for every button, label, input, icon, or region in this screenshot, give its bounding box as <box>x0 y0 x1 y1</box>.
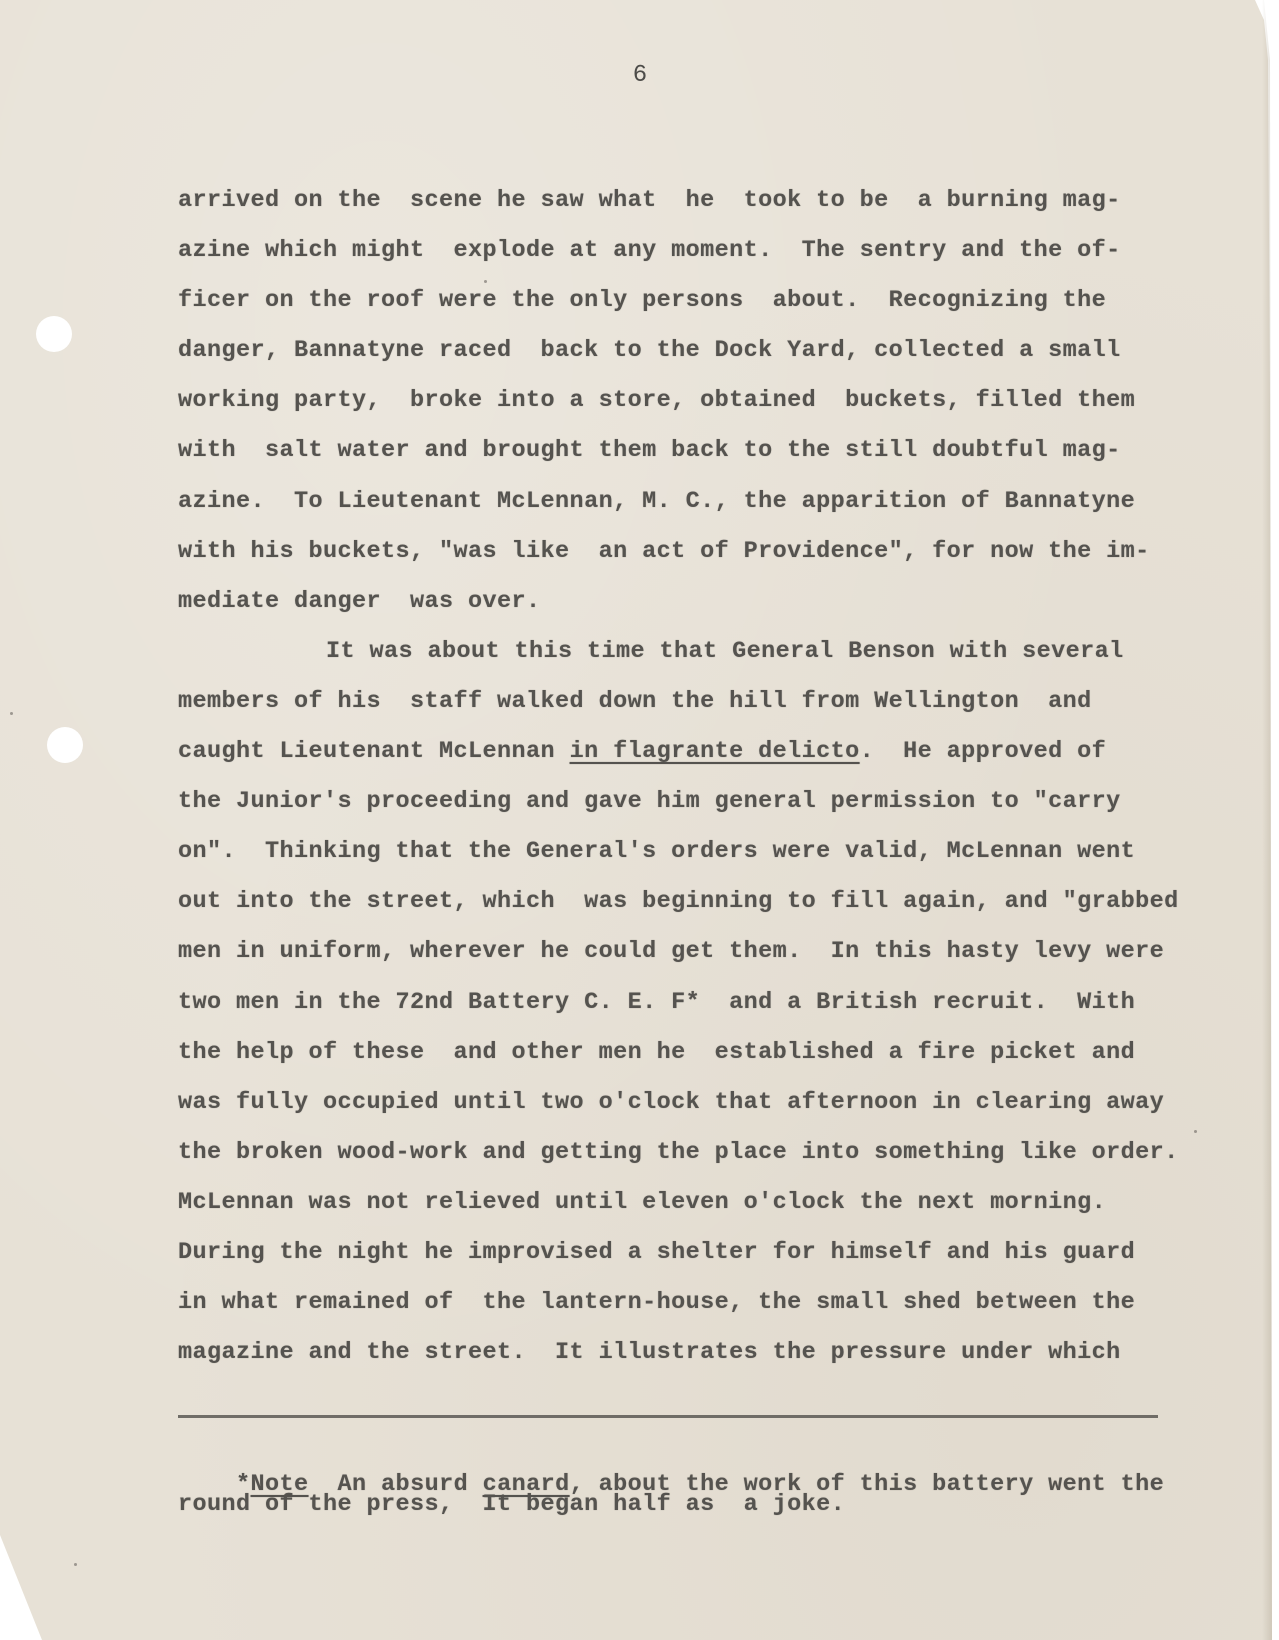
underlined-phrase: in flagrante delicto <box>569 738 860 766</box>
text-line: arrived on the scene he saw what he took to be a burning mag- <box>178 187 1121 214</box>
text-line: on". Thinking that the General's orders were valid, McLennan went <box>178 838 1136 866</box>
text-line: with salt water and brought them back to the still doubtful mag- <box>178 437 1121 465</box>
text-line: ficer on the roof were the only persons about. Recognizing the <box>178 287 1107 315</box>
footnote-label: Note <box>250 1471 309 1498</box>
text-line: men in uniform, wherever he could get them. In this hasty levy were <box>178 938 1165 966</box>
text-line <box>178 737 1188 787</box>
footnote-text: , about the work of this battery went the <box>569 1471 1165 1498</box>
footnote-emphasis: canard <box>482 1471 570 1498</box>
paper-speck <box>74 1563 77 1566</box>
text-line: McLennan was not relieved until eleven o'clock the next morning. <box>178 1188 1107 1216</box>
text-line: two men in the 72nd Battery C. E. F* and a British recruit. With <box>178 988 1136 1016</box>
footnote-line: round of the press, It began half as a joke. <box>178 1491 846 1519</box>
punch-hole <box>47 727 83 763</box>
text-line: azine. To Lieutenant McLennan, M. C., the apparition of Bannatyne <box>178 487 1136 515</box>
footnote-text: An absurd <box>308 1471 483 1498</box>
footnote-marker: * <box>236 1471 251 1498</box>
paper-speck <box>484 280 487 283</box>
text-line: in what remained of the lantern-house, the small shed between the <box>178 1289 1136 1317</box>
punch-hole <box>36 316 72 352</box>
text-line: During the night he improvised a shelter for himself and his guard <box>178 1238 1136 1266</box>
paper-speck <box>10 712 13 715</box>
page-number: 6 <box>632 62 648 89</box>
page-edge-shadow <box>1262 0 1272 1640</box>
text-line: members of his staff walked down the hill from Wellington and <box>178 687 1092 715</box>
text-line: was fully occupied until two o'clock that afternoon in clearing away <box>178 1088 1165 1116</box>
text-line: azine which might explode at any moment. The sentry and the of- <box>178 237 1121 265</box>
text-line: working party, broke into a store, obtained buckets, filled them <box>178 387 1136 415</box>
text-line: danger, Bannatyne raced back to the Dock Yard, collected a small <box>178 337 1121 365</box>
text-line: the help of these and other men he established a fire picket and <box>178 1038 1136 1066</box>
text-line: the broken wood-work and getting the place into something like order. <box>178 1138 1179 1166</box>
body-text <box>178 186 1188 1388</box>
text-segment: caught Lieutenant McLennan <box>178 738 570 766</box>
text-line: with his buckets, "was like an act of Providence", for now the im- <box>178 537 1150 565</box>
footnote <box>178 1440 1188 1540</box>
text-line: out into the street, which was beginning to fill again, and "grabbed <box>178 888 1179 916</box>
text-line: magazine and the street. It illustrates the pressure under which <box>178 1339 1121 1367</box>
paper-speck <box>1194 1130 1197 1133</box>
text-segment: . He approved of <box>859 738 1107 766</box>
footnote-divider <box>178 1415 1158 1418</box>
text-line: mediate danger was over. <box>178 587 541 615</box>
paragraph-start-line: It was about this time that General Benson with several <box>326 637 1124 665</box>
text-line: the Junior's proceeding and gave him general permission to "carry <box>178 788 1121 816</box>
